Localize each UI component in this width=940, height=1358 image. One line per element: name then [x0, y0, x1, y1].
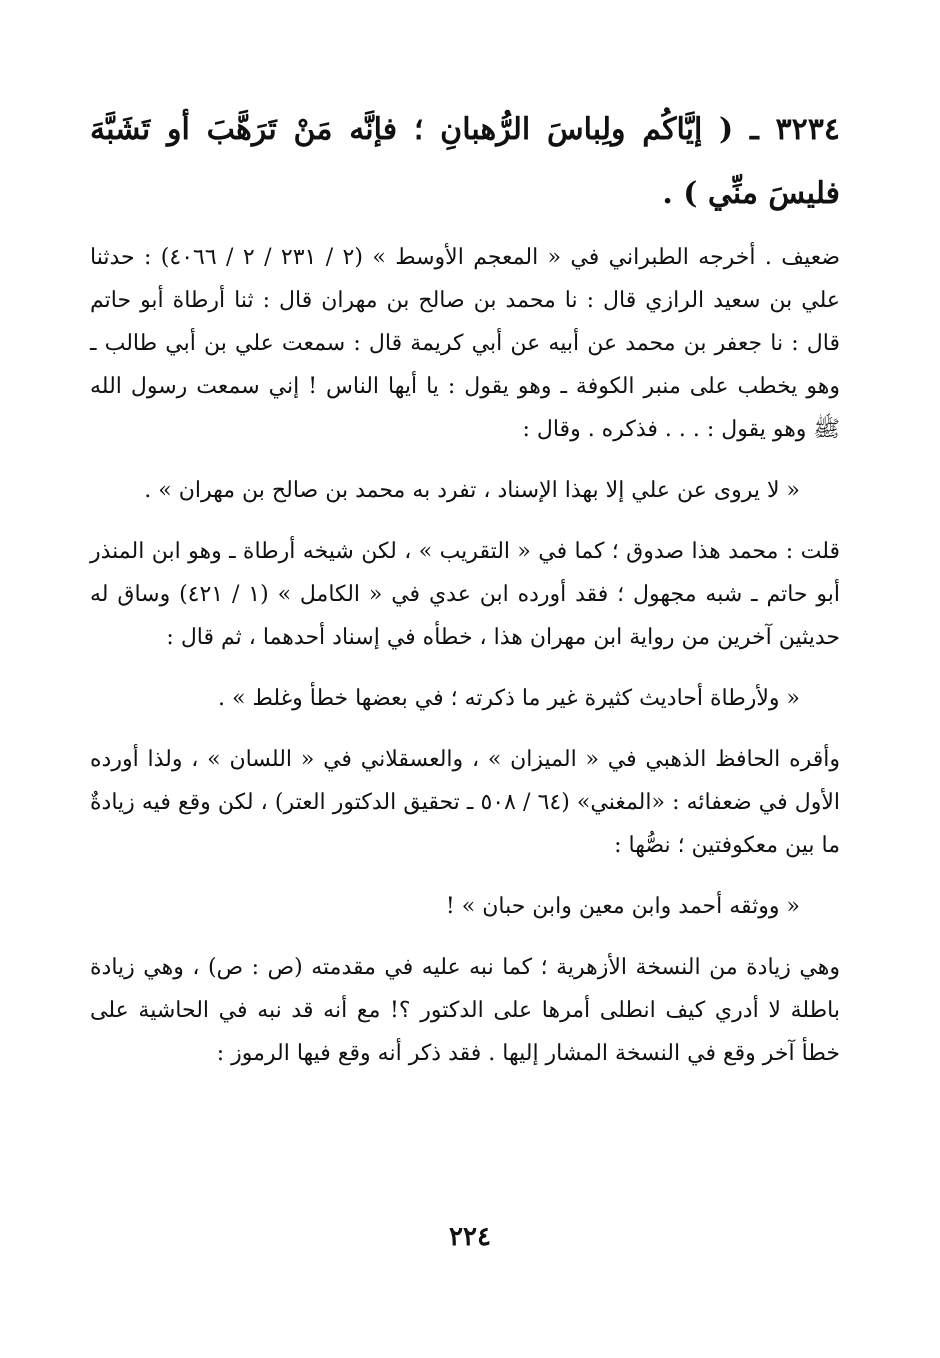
- quote-ibn-adi: « ولأرطاة أحاديث كثيرة غير ما ذكرته ؛ في بعضها خطأ وغلط » .: [218, 686, 800, 711]
- quote-tawthiq: « ووثقه أحمد وابن معين وابن حبان » !: [445, 894, 800, 919]
- azhari-paragraph: وهي زيادة من النسخة الأزهرية ؛ كما نبه عليه في مقدمته (ص : ص) ، وهي زيادة باطلة لا أدري كيف انطلى أمرها على الدكتور ؟! مع أنه قد نبه في الحاشية على خطأ آخر وقع في النسخة المشار إليها . فقد ذكر أنه وقع فيها الرموز :: [90, 955, 840, 1066]
- dhahabi-paragraph: وأقره الحافظ الذهبي في « الميزان » ، والعسقلاني في « اللسان » ، ولذا أورده الأول في ضعفائه : «المغني» (٦٤ / ٥٠٨ ـ تحقيق الدكتور العتر) ، لكن وقع فيه زيادةٌ ما بين معكوفتين ؛ نصُّها :: [90, 747, 841, 858]
- commentary-paragraph: قلت : محمد هذا صدوق ؛ كما في « التقريب » ، لكن شيخه أرطاة ـ وهو ابن المنذر أبو حاتم ـ شبه مجهول ؛ فقد أورده ابن عدي في « الكامل » (١ / ٤٢١) وساق له حديثين آخرين من رواية ابن مهران هذا ، خطأه في إسناد أحدهما ، ثم قال :: [90, 539, 841, 650]
- quote-tabarani: « لا يروى عن علي إلا بهذا الإسناد ، تفرد به محمد بن صالح بن مهران » .: [144, 478, 800, 503]
- page-body: [90, 98, 840, 1093]
- takhrij-paragraph: ضعيف . أخرجه الطبراني في « المعجم الأوسط » (٢ / ٢٣١ / ٢ / ٤٠٦٦) : حدثنا علي بن سعيد الرازي قال : نا محمد بن صالح بن مهران قال : ثنا أرطاة أبو حاتم قال : نا جعفر بن محمد عن أبيه عن أبي كريمة قال : سمعت علي بن أبي طالب ـ وهو يخطب على منبر الكوفة ـ وهو يقول : يا أيها الناس ! إني سمعت رسول الله ﷺ وهو يقول : . . . فذكره . وقال :: [90, 245, 840, 442]
- hadith-text: ٣٢٣٤ ـ ( إيَّاكُم ولِباسَ الرُّهبانِ ؛ فإنَّه مَنْ تَرَهَّبَ أو تَشَبَّهَ فليسَ منِّي ) .: [90, 112, 840, 211]
- page-number: ٢٢٤: [449, 1222, 491, 1252]
